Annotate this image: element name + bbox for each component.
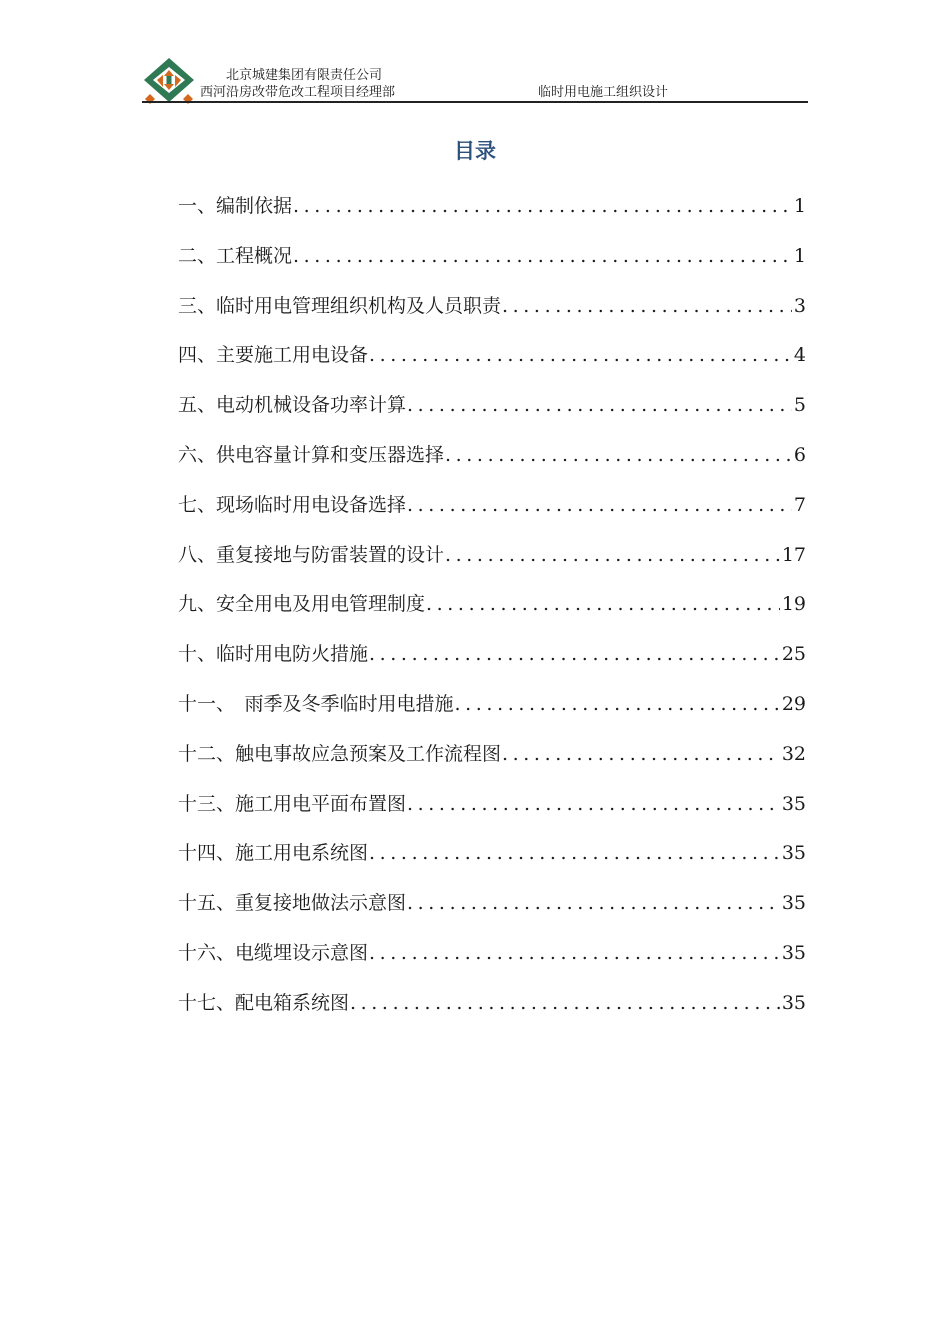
toc-page-number: 6 [793, 443, 806, 466]
toc-page-number: 35 [781, 792, 806, 815]
toc-page-number: 35 [781, 941, 806, 964]
toc-entry-title: 六、供电容量计算和变压器选择 [178, 443, 445, 466]
toc-page-number: 25 [781, 643, 806, 666]
toc-entry[interactable] [178, 688, 806, 738]
toc-entry-title: 三、临时用电管理组织机构及人员职责 [178, 294, 502, 317]
toc-entry[interactable] [178, 240, 806, 290]
toc-dot-leader [502, 290, 792, 322]
table-of-contents [178, 190, 806, 1037]
toc-page-number: 5 [793, 394, 806, 417]
toc-entry-title: 九、安全用电及用电管理制度 [178, 593, 426, 616]
page-header [142, 56, 808, 104]
toc-dot-leader [502, 738, 780, 770]
header-rule [142, 101, 808, 103]
toc-entry-title: 十、临时用电防火措施 [178, 643, 369, 666]
company-name: 北京城建集团有限责任公司 [226, 68, 383, 83]
toc-dot-leader [445, 539, 780, 571]
toc-entry-title: 二、工程概况 [178, 244, 293, 267]
toc-entry-title: 七、现场临时用电设备选择 [178, 493, 407, 516]
toc-dot-leader [369, 937, 780, 969]
toc-entry-title: 八、重复接地与防雷装置的设计 [178, 543, 445, 566]
toc-dot-leader [407, 489, 792, 521]
toc-entry-title: 十七、配电箱系统图 [178, 991, 350, 1014]
toc-entry[interactable] [178, 439, 806, 489]
toc-page-number: 35 [781, 842, 806, 865]
toc-dot-leader [407, 389, 792, 421]
toc-page-number: 29 [781, 692, 806, 715]
toc-dot-leader [407, 788, 780, 820]
toc-page-number: 35 [781, 991, 806, 1014]
company-logo [142, 56, 196, 104]
document-title: 临时用电施工组织设计 [538, 85, 669, 100]
toc-entry[interactable] [178, 190, 806, 240]
toc-entry[interactable] [178, 588, 806, 638]
toc-entry-title: 十一、 雨季及冬季临时用电措施 [178, 692, 454, 715]
toc-dot-leader [369, 339, 792, 371]
toc-entry-title: 五、电动机械设备功率计算 [178, 394, 407, 417]
toc-entry-title: 十六、电缆埋设示意图 [178, 941, 369, 964]
toc-entry[interactable] [178, 837, 806, 887]
toc-entry-title: 十五、重复接地做法示意图 [178, 892, 407, 915]
toc-dot-leader [455, 688, 780, 720]
toc-dot-leader [293, 190, 792, 222]
toc-entry[interactable] [178, 539, 806, 589]
toc-entry-title: 四、主要施工用电设备 [178, 344, 369, 367]
toc-page-number: 4 [793, 344, 806, 367]
toc-entry[interactable] [178, 887, 806, 937]
toc-dot-leader [369, 638, 780, 670]
toc-page-number: 1 [793, 195, 806, 217]
toc-dot-leader [293, 240, 792, 272]
toc-entry-title: 十三、施工用电平面布置图 [178, 792, 407, 815]
toc-entry-title: 十四、施工用电系统图 [178, 842, 369, 865]
toc-page-number: 1 [793, 244, 806, 267]
toc-entry[interactable] [178, 290, 806, 340]
toc-entry[interactable] [178, 489, 806, 539]
toc-entry-title: 十二、触电事故应急预案及工作流程图 [178, 742, 502, 765]
toc-entry[interactable] [178, 788, 806, 838]
toc-heading: 目录 [454, 138, 496, 163]
toc-page-number: 3 [793, 294, 806, 317]
toc-entry[interactable] [178, 389, 806, 439]
toc-dot-leader [445, 439, 792, 471]
toc-entry[interactable] [178, 738, 806, 788]
department-name: 西河沿房改带危改工程项目经理部 [200, 85, 396, 100]
toc-dot-leader [407, 887, 780, 919]
toc-entry-title: 一、编制依据 [178, 195, 293, 217]
toc-page-number: 17 [781, 543, 806, 566]
toc-entry[interactable] [178, 638, 806, 688]
toc-page-number: 35 [781, 892, 806, 915]
toc-dot-leader [350, 987, 780, 1019]
toc-page-number: 32 [781, 742, 806, 765]
toc-entry[interactable] [178, 937, 806, 987]
toc-page-number: 19 [781, 593, 806, 616]
toc-dot-leader [369, 837, 780, 869]
toc-page-number: 7 [793, 493, 806, 516]
toc-dot-leader [426, 588, 780, 620]
toc-entry[interactable] [178, 339, 806, 389]
toc-entry[interactable] [178, 987, 806, 1037]
